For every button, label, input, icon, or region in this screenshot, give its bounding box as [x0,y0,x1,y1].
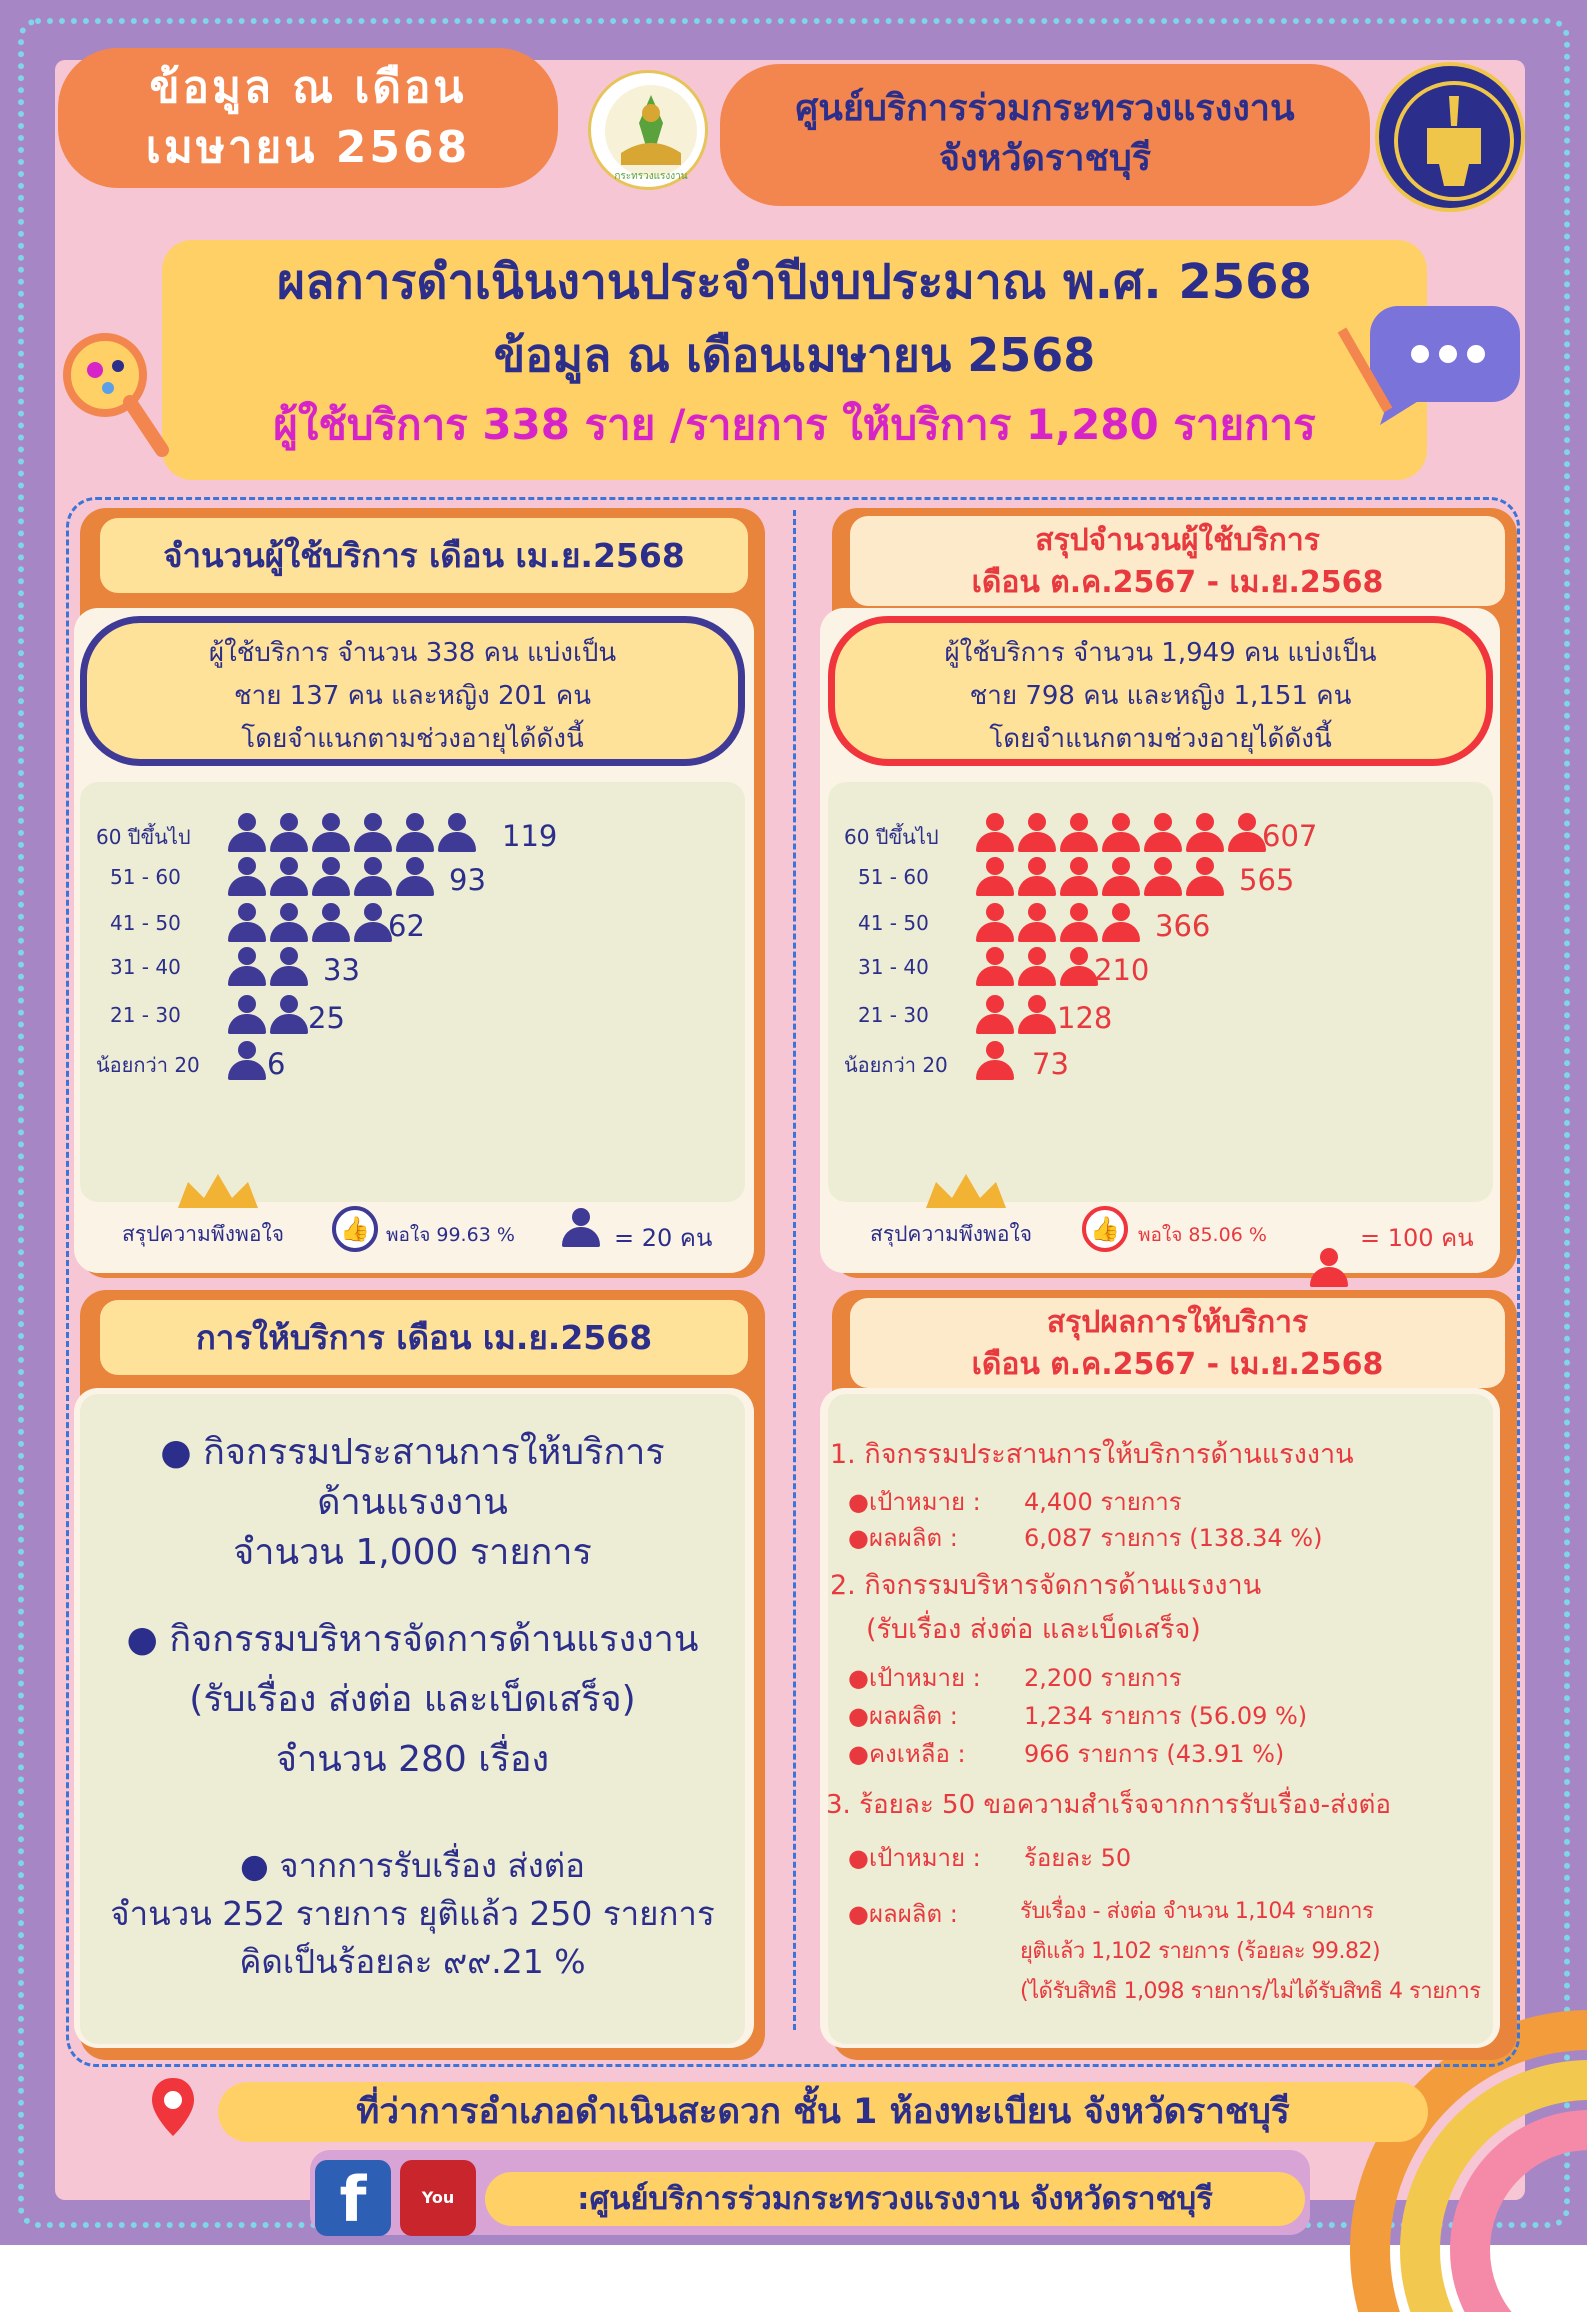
person-icon [228,995,266,1035]
age-row [836,947,1486,991]
left-users-summary [80,616,745,766]
person-legend-icon [562,1208,600,1248]
s3-output-line3: (ได้รับสิทธิ 1,098 รายการ/ไม่ได้รับสิทธิ 4 รายการ [1020,1979,1481,2004]
person-icon [1144,857,1182,897]
people-icons [976,995,1029,1035]
bullet-icon: ● [848,1488,869,1516]
person-icon [354,903,360,943]
youtube-icon[interactable]: You Tube [400,2160,476,2236]
right-summary-line3: โดยจำแนกตามช่วงอายุได้ดังนี้ [989,724,1332,754]
age-range-label: 31 - 40 [110,955,181,979]
s2-remain-row [848,1734,966,1773]
person-icon [1018,947,1056,987]
person-icon [354,857,392,897]
age-range-label: 51 - 60 [858,865,929,889]
person-icon [1018,995,1029,1035]
left-services-title: การให้บริการ เดือน เม.ย.2568 [100,1300,748,1375]
person-icon [1102,857,1140,897]
s2-target-row [848,1658,981,1697]
age-range-label: 41 - 50 [858,911,929,935]
person-icon [312,813,350,853]
bullet-icon: ● [848,1844,869,1872]
magnifier-icon [60,330,170,460]
people-icons [228,995,280,1035]
right-users-title-line1: สรุปจำนวนผู้ใช้บริการ [1035,523,1320,558]
s2-remain-value: 966 รายการ (43.91 %) [1024,1740,1285,1768]
service-item-2-line1: กิจกรรมบริหารจัดการด้านแรงงาน [169,1619,699,1660]
s2-output-label: ผลผลิต : [868,1702,958,1730]
person-icon [976,1041,1004,1081]
person-icon [270,813,308,853]
age-count-value: 73 [1032,1047,1069,1081]
bullet-icon: ● [848,1900,869,1928]
s3-output-row [848,1894,958,1933]
person-icon [1018,813,1056,853]
people-icons [976,947,1066,987]
bullet-icon: ● [126,1619,158,1660]
person-icon [396,857,421,897]
footer-location: ที่ว่าการอำเภอดำเนินสะดวก ชั้น 1 ห้องทะเบียน จังหวัดราชบุรี [218,2082,1428,2142]
bullet-icon: ● [848,1702,869,1730]
main-title-line3: ผู้ใช้บริการ 338 ราย /รายการ ให้บริการ 1,280 รายการ [273,400,1316,449]
person-icon [1102,813,1140,853]
bullet-icon: ● [848,1740,869,1768]
bullet-icon: ● [848,1524,869,1552]
s2-target-value: 2,200 รายการ [1024,1664,1182,1692]
person-icon [1060,947,1066,987]
person-icon [312,903,350,943]
person-icon [396,813,434,853]
date-tag-line1: ข้อมูล ณ เดือน [149,62,467,113]
age-count-value: 93 [449,863,486,897]
person-icon [976,857,1014,897]
person-icon [438,813,474,853]
s1-target-row [848,1482,981,1521]
people-icons [976,857,1211,897]
person-icon [228,947,266,987]
people-icons [228,1041,239,1081]
people-icons [976,903,1127,943]
age-row [88,857,738,901]
age-row [88,947,738,991]
person-icon [1060,813,1098,853]
s2-output-value: 1,234 รายการ (56.09 %) [1024,1702,1308,1730]
service-item-2-line2: (รับเรื่อง ส่งต่อ และเบ็ดเสร็จ) [189,1679,636,1720]
service-item-1-line1: กิจกรรมประสานการให้บริการ [203,1432,665,1473]
chat-bubble-icon [1340,300,1540,430]
service-item-3-line3: คิดเป็นร้อยละ ๙๙.21 % [239,1942,586,1981]
s3-target-label: เป้าหมาย : [868,1844,981,1872]
person-icon [1018,857,1056,897]
ministry-logo [588,70,708,190]
person-icon [976,813,1014,853]
age-range-label: 21 - 30 [858,1003,929,1027]
age-row [836,857,1486,901]
age-range-label: 51 - 60 [110,865,181,889]
service-item-1 [80,1428,745,1478]
age-range-label: 21 - 30 [110,1003,181,1027]
age-count-value: 33 [323,953,360,987]
age-row [836,903,1486,947]
panels-divider [793,510,796,2030]
service-item-3-line2: จำนวน 252 รายการ ยุติแล้ว 250 รายการ [110,1894,715,1933]
bullet-icon: ● [160,1432,192,1473]
center-name-line2: จังหวัดราชบุรี [938,138,1152,179]
center-name-tag [720,64,1370,206]
date-tag-line2: เมษายน 2568 [145,122,471,173]
age-row [88,1041,738,1085]
date-tag [58,48,558,188]
people-icons [228,857,421,897]
s1-output-row [848,1518,958,1557]
age-row [88,995,738,1039]
main-title-box [162,240,1427,480]
person-icon [270,995,280,1035]
thumbs-up-icon: 👍 [1082,1206,1128,1252]
left-services-content [80,1394,745,2044]
s2-remain-label: คงเหลือ : [868,1740,966,1768]
s3-target-row [848,1838,981,1877]
service-item-1-line3: จำนวน 1,000 รายการ [233,1532,592,1573]
s2-title [830,1564,1510,1652]
person-icon [270,903,308,943]
age-range-label: 60 ปีขึ้นไป [96,825,191,849]
right-satisfaction-label: สรุปความพึงพอใจ [870,1222,1033,1246]
right-summary-line1: ผู้ใช้บริการ จำนวน 1,949 คน แบ่งเป็น [944,638,1377,668]
service-item-3 [80,1842,745,1890]
age-row [88,903,738,947]
right-users-title [850,516,1505,606]
person-icon [976,995,1014,1035]
s3-output-line2: ยุติแล้ว 1,102 รายการ (ร้อยละ 99.82) [1020,1939,1381,1964]
service-item-2-line3: จำนวน 280 เรื่อง [275,1739,550,1780]
person-icon [976,903,1014,943]
person-icon [270,947,295,987]
people-icons [228,903,360,943]
service-item-2 [80,1610,745,1670]
s2-output-row [848,1696,958,1735]
s2-target-label: เป้าหมาย : [868,1664,981,1692]
left-satisfaction-label: สรุปความพึงพอใจ [122,1222,285,1246]
right-services-title-line1: สรุปผลการให้บริการ [1046,1305,1309,1340]
s3-output-label: ผลผลิต : [868,1900,958,1928]
province-seal-icon [1379,66,1529,216]
age-range-label: 41 - 50 [110,911,181,935]
person-icon [270,857,308,897]
age-count-value: 565 [1239,863,1295,897]
service-item-1-line2: ด้านแรงงาน [317,1482,508,1523]
person-icon [228,857,266,897]
s2-title-line1: 2. กิจกรรมบริหารจัดการด้านแรงงาน [830,1570,1262,1601]
s1-target-label: เป้าหมาย : [868,1488,981,1516]
right-services-title-line2: เดือน ต.ค.2567 - เม.ย.2568 [971,1347,1384,1382]
s3-output-line1: รับเรื่อง - ส่งต่อ จำนวน 1,104 รายการ [1020,1899,1374,1924]
s2-title-line2: (รับเรื่อง ส่งต่อ และเบ็ดเสร็จ) [866,1614,1201,1645]
person-icon [1102,903,1127,943]
province-seal [1375,62,1525,212]
person-icon [1186,813,1224,853]
age-row [88,813,738,857]
person-icon [1060,903,1098,943]
logo-caption: กระทรวงแรงงาน [614,171,688,182]
age-count-value: 6 [267,1047,286,1081]
crown-stars-icon [168,1168,268,1214]
left-summary-line3: โดยจำแนกตามช่วงอายุได้ดังนี้ [241,724,584,754]
people-icons [976,1041,1004,1081]
right-legend: = 100 คน [1360,1224,1474,1252]
left-users-title: จำนวนผู้ใช้บริการ เดือน เม.ย.2568 [100,518,748,593]
main-title-line1: ผลการดำเนินงานประจำปีงบประมาณ พ.ศ. 2568 [277,254,1312,310]
person-icon [228,1041,239,1081]
person-icon [1228,813,1234,853]
person-icon [1186,857,1211,897]
age-count-value: 366 [1155,909,1211,943]
s1-target-value: 4,400 รายการ [1024,1488,1182,1516]
bullet-icon: ● [240,1846,269,1885]
age-count-value: 210 [1094,953,1150,987]
location-pin-icon [148,2074,198,2140]
center-name-line1: ศูนย์บริการร่วมกระทรวงแรงงาน [795,88,1295,129]
age-range-label: น้อยกว่า 20 [96,1053,200,1077]
age-count-value: 62 [388,909,425,943]
left-legend: = 20 คน [614,1224,713,1252]
person-icon [1144,813,1182,853]
person-icon [228,903,266,943]
crown-stars-icon [916,1168,1016,1214]
s1-output-label: ผลผลิต : [868,1524,958,1552]
age-count-value: 119 [502,819,558,853]
age-range-label: 60 ปีขึ้นไป [844,825,939,849]
people-icons [976,813,1234,853]
right-users-title-line2: เดือน ต.ค.2567 - เม.ย.2568 [971,565,1384,600]
person-legend-icon [1310,1248,1348,1288]
age-count-value: 128 [1057,1001,1113,1035]
s1-output-value: 6,087 รายการ (138.34 %) [1024,1524,1323,1552]
facebook-icon[interactable]: f [315,2160,391,2236]
s3-target-value: ร้อยละ 50 [1024,1844,1132,1872]
s3-title: 3. ร้อยละ 50 ขอความสำเร็จจากการรับเรื่อง-ส่งต่อ [826,1790,1392,1820]
service-item-3-line1: จากการรับเรื่อง ส่งต่อ [279,1846,585,1885]
people-icons [228,813,474,853]
right-age-rows [836,795,1486,1195]
person-icon [1018,903,1056,943]
age-row [836,813,1486,857]
main-title-line2: ข้อมูล ณ เดือนเมษายน 2568 [493,328,1096,382]
age-range-label: น้อยกว่า 20 [844,1053,948,1077]
person-icon [976,947,1014,987]
right-services-title [850,1298,1505,1388]
left-summary-line1: ผู้ใช้บริการ จำนวน 338 คน แบ่งเป็น [208,638,617,668]
person-icon [354,813,392,853]
right-summary-line2: ชาย 798 คน และหญิง 1,151 คน [969,681,1352,711]
right-users-summary [828,616,1493,766]
person-icon [228,813,266,853]
age-row [836,1041,1486,1085]
age-row [836,995,1486,1039]
left-satisfaction-value: พอใจ 99.63 % [386,1224,515,1246]
people-icons [228,947,295,987]
right-satisfaction-value: พอใจ 85.06 % [1138,1224,1267,1246]
age-count-value: 607 [1262,819,1318,853]
age-count-value: 25 [308,1001,345,1035]
left-age-rows [88,795,738,1195]
age-range-label: 31 - 40 [858,955,929,979]
person-icon [1060,857,1098,897]
footer-social-page: :ศูนย์บริการร่วมกระทรวงแรงงาน จังหวัดราชบุรี [485,2172,1305,2226]
left-summary-line2: ชาย 137 คน และหญิง 201 คน [233,681,592,711]
s1-title: 1. กิจกรรมประสานการให้บริการด้านแรงงาน [830,1439,1354,1470]
s3-output-details [1020,1892,1500,2012]
thumbs-up-icon: 👍 [332,1206,378,1252]
person-icon [312,857,350,897]
bullet-icon: ● [848,1664,869,1692]
